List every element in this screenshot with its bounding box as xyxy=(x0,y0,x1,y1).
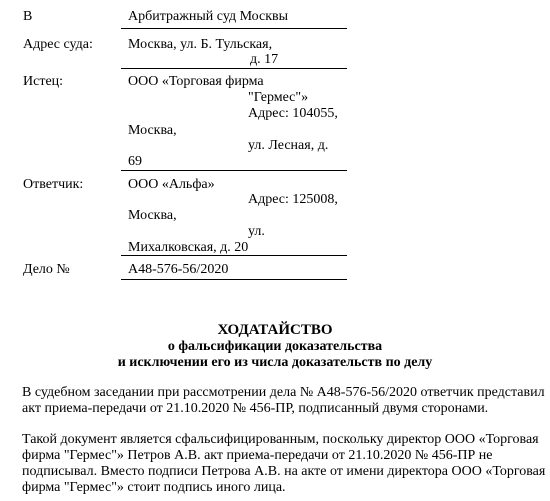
case-underline xyxy=(121,279,347,280)
document-subtitle-line2: и исключении его из числа доказательств по делу xyxy=(117,355,433,370)
defendant-address-index: Адрес: 125008, xyxy=(248,192,338,207)
defendant-address-city: Москва, xyxy=(128,208,177,223)
court-address-underline xyxy=(121,68,347,69)
paragraph-line: подписывал. Вместо подписи Петрова А.В. на акте от имени директора ООО «Торговая xyxy=(22,464,546,479)
paragraph-line: фирма "Гермес"» стоит подпись иного лица. xyxy=(22,480,286,495)
case-number: А48-576-56/2020 xyxy=(128,262,229,277)
paragraph-line: Такой документ является сфальсифицированным, поскольку директор ООО «Торговая xyxy=(22,432,539,447)
defendant-label: Ответчик: xyxy=(23,177,84,192)
court-address-label: Адрес суда: xyxy=(23,37,93,52)
plaintiff-name-line1: ООО «Торговая фирма xyxy=(128,74,264,89)
court-label: В xyxy=(23,9,33,24)
document-title: ХОДАТАЙСТВО xyxy=(217,322,333,338)
court-underline xyxy=(121,28,347,29)
court-name: Арбитражный суд Москвы xyxy=(128,9,289,24)
defendant-underline xyxy=(121,255,347,256)
paragraph-line: фирма "Гермес"» Петров А.В. акт приема-передачи от 21.10.2020 № 456-ПР не xyxy=(22,448,493,463)
defendant-name: ООО «Альфа» xyxy=(128,177,215,192)
defendant-address-street: Михалковская, д. 20 xyxy=(128,240,249,255)
plaintiff-name-line2: "Гермес"» xyxy=(248,90,309,105)
plaintiff-address-index: Адрес: 104055, xyxy=(248,106,338,121)
paragraph-line: В судебном заседании при рассмотрении дела № А48-576-56/2020 ответчик представил xyxy=(22,385,545,400)
plaintiff-address-city: Москва, xyxy=(128,123,177,138)
plaintiff-address-street: ул. Лесная, д. xyxy=(248,138,329,153)
body-paragraph-2 xyxy=(22,432,546,496)
plaintiff-address-house: 69 xyxy=(128,154,142,169)
defendant-address-street-prefix: ул. xyxy=(248,224,265,239)
document-subtitle-line1: о фальсификации доказательства xyxy=(167,339,383,354)
plaintiff-underline xyxy=(121,170,347,171)
court-address-line1: Москва, ул. Б. Тульская, xyxy=(128,37,273,52)
body-paragraph-1 xyxy=(22,385,545,417)
court-address-line2: д. 17 xyxy=(250,52,279,67)
plaintiff-label: Истец: xyxy=(23,74,64,89)
case-label: Дело № xyxy=(23,262,70,277)
paragraph-line: акт приема-передачи от 21.10.2020 № 456-ПР, подписанный двумя сторонами. xyxy=(22,401,489,416)
